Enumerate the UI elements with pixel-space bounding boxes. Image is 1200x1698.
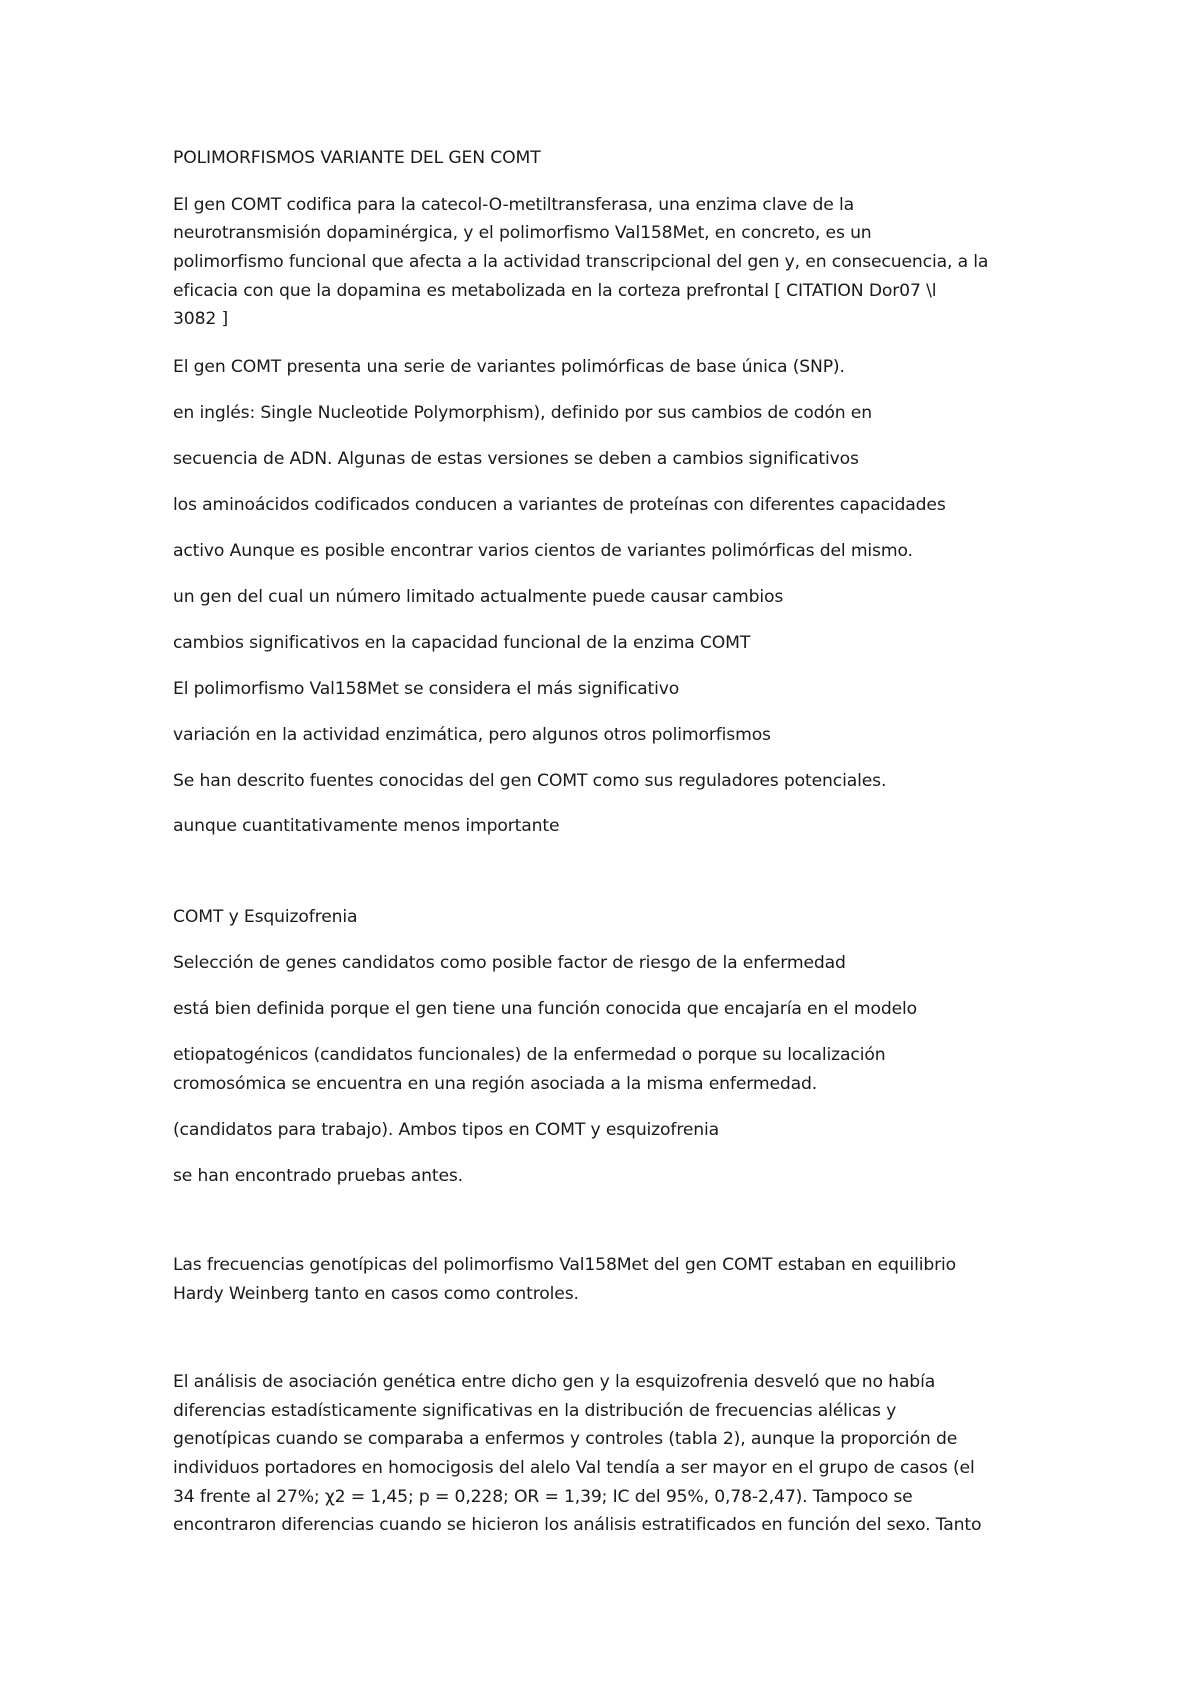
paragraph-line: etiopatogénicos (candidatos funcionales) de la enfermedad o porque su localización [173,1045,886,1065]
paragraph-line: Selección de genes candidatos como posible factor de riesgo de la enfermedad [173,953,846,973]
paragraph-line: individuos portadores en homocigosis del alelo Val tendía a ser mayor en el grupo de casos (el [173,1458,975,1478]
section-heading-polimorfismos: POLIMORFISMOS VARIANTE DEL GEN COMT [173,148,541,168]
paragraph-line: secuencia de ADN. Algunas de estas versiones se deben a cambios significativos [173,449,859,469]
paragraph-line: un gen del cual un número limitado actualmente puede causar cambios [173,587,784,607]
paragraph-line: neurotransmisión dopaminérgica, y el polimorfismo Val158Met, en concreto, es un [173,223,872,243]
paragraph-line: Hardy Weinberg tanto en casos como controles. [173,1284,579,1304]
paragraph-line: Se han descrito fuentes conocidas del gen COMT como sus reguladores potenciales. [173,771,887,791]
paragraph-line: 34 frente al 27%; χ2 = 1,45; p = 0,228; OR = 1,39; IC del 95%, 0,78-2,47). Tampoco se [173,1487,913,1507]
paragraph-line: El gen COMT codifica para la catecol-O-metiltransferasa, una enzima clave de la [173,195,854,215]
paragraph-line: cromosómica se encuentra en una región asociada a la misma enfermedad. [173,1074,818,1094]
section-heading-comt-esquizofrenia: COMT y Esquizofrenia [173,907,358,927]
paragraph-line: en inglés: Single Nucleotide Polymorphism), definido por sus cambios de codón en [173,403,872,423]
paragraph-line: cambios significativos en la capacidad funcional de la enzima COMT [173,633,751,653]
paragraph-line: El gen COMT presenta una serie de variantes polimórficas de base única (SNP). [173,357,845,377]
paragraph-line: genotípicas cuando se comparaba a enfermos y controles (tabla 2), aunque la proporción de [173,1429,958,1449]
paragraph-line: El análisis de asociación genética entre dicho gen y la esquizofrenia desveló que no había [173,1372,936,1392]
paragraph-line: diferencias estadísticamente significativas en la distribución de frecuencias alélicas y [173,1401,897,1421]
paragraph-line: Las frecuencias genotípicas del polimorfismo Val158Met del gen COMT estaban en equilibrio [173,1255,957,1275]
paragraph-line: (candidatos para trabajo). Ambos tipos en COMT y esquizofrenia [173,1120,720,1140]
paragraph-line: se han encontrado pruebas antes. [173,1166,463,1186]
paragraph-line: polimorfismo funcional que afecta a la actividad transcripcional del gen y, en consecuencia, a la [173,252,989,272]
paragraph-line: activo Aunque es posible encontrar varios cientos de variantes polimórficas del mismo. [173,541,913,561]
paragraph-line: encontraron diferencias cuando se hicieron los análisis estratificados en función del sexo. Tanto [173,1515,982,1535]
paragraph-line: eficacia con que la dopamina es metabolizada en la corteza prefrontal [ CITATION Dor07 \l [173,281,937,301]
paragraph-line: los aminoácidos codificados conducen a variantes de proteínas con diferentes capacidades [173,495,946,515]
paragraph-line: El polimorfismo Val158Met se considera el más significativo [173,679,680,699]
paragraph-line: 3082 ] [173,309,229,329]
paragraph-line: variación en la actividad enzimática, pero algunos otros polimorfismos [173,725,771,745]
paragraph-line: está bien definida porque el gen tiene una función conocida que encajaría en el modelo [173,999,918,1019]
paragraph-line: aunque cuantitativamente menos importante [173,816,560,836]
